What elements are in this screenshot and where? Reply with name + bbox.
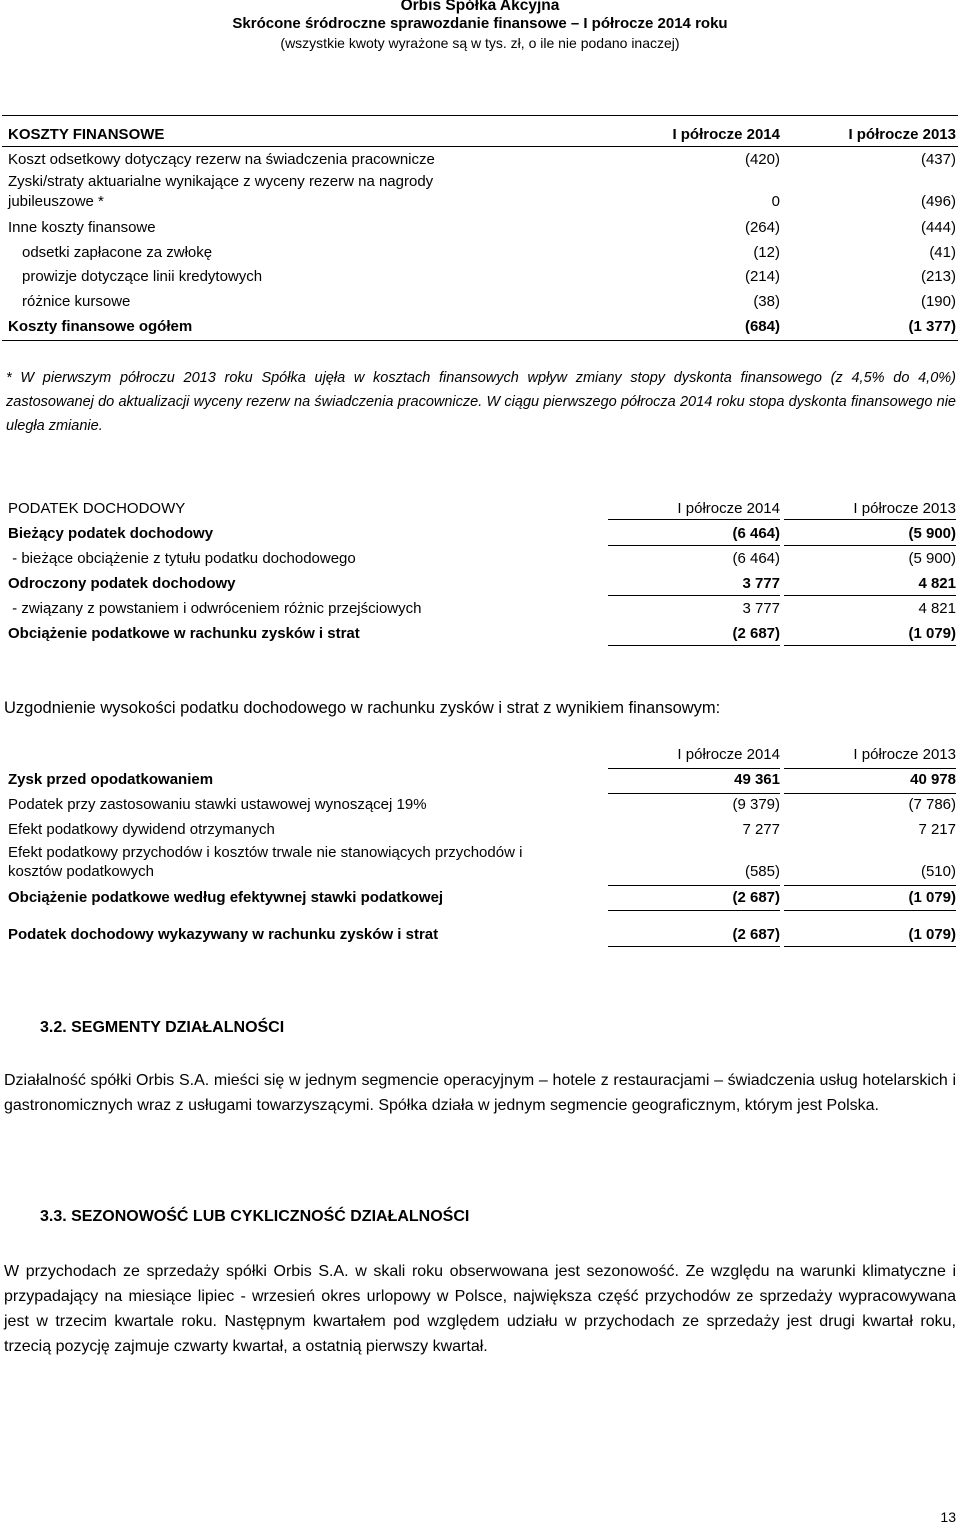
table-top-rule [2,115,958,116]
koszty-footnote: * W pierwszym półroczu 2013 roku Spółka ujęła w kosztach finansowych wpływ zmiany stopy dyskonta finansowego (z 4,5% do 4,0%) zastosowanej do aktualizacji wyceny rezerw na świadczenia pracownicze. W ciągu pierwszego półrocza 2014 roku stopa dyskonta finansowego nie uległa zmianie. [6,370,956,434]
table-bottom-rule [2,340,958,341]
table-row: - bieżące obciążenie z tytułu podatku dochodowego (6 464) (5 900) [8,550,956,567]
company-name: Orbis Spółka Akcyjna [400,0,560,14]
table-row: Zysk przed opodatkowaniem 49 361 40 978 [8,771,956,788]
table-row: Koszt odsetkowy dotyczący rezerw na świadczenia pracownicze (420) (437) [8,151,956,168]
uzgodnienie-intro: Uzgodnienie wysokości podatku dochodowego w rachunku zysków i strat z wynikiem finansowym: [4,699,721,717]
uzgodnienie-header-row: I półrocze 2014 I półrocze 2013 [677,746,956,763]
koszty-title: KOSZTY FINANSOWE [8,126,165,143]
report-title: Skrócone śródroczne sprawozdanie finansowe – I półrocze 2014 roku [232,15,728,32]
table-total-row: Koszty finansowe ogółem (684) (1 377) [8,318,956,335]
amounts-note: (wszystkie kwoty wyrażone są w tys. zł, o ile nie podano inaczej) [280,35,680,51]
section-heading-sezonowosc: 3.3. SEZONOWOŚĆ LUB CYKLICZNOŚĆ DZIAŁALNOŚCI [40,1208,470,1225]
koszty-col1: I półrocze 2014 [672,126,780,143]
table-row: Bieżący podatek dochodowy (6 464) (5 900) [8,525,956,542]
koszty-col2: I półrocze 2013 [848,126,956,143]
page-number: 13 [940,1509,956,1525]
sezonowosc-text: W przychodach ze sprzedaży spółki Orbis S.A. w skali roku obserwowana jest sezonowość. Ze względu na warunki klimatyczne i przypadający na miesiące lipiec - wrzesień okres urlopowy w Polsce, największa część przychodów ze sprzedaży wypracowywana jest w trzecim kwartale roku. Następnym kwartałem pod względem udziału w przychodach ze sprzedaży jest drugi kwartał roku, trzecią pozycję zajmuje czwarty kwartał, a ostatnią pierwszy kwartał. [4,1263,956,1355]
koszty-header-row [8,126,956,146]
table-row: odsetki zapłacone za zwłokę (12) (41) [22,244,956,261]
table-row: Zyski/straty aktuarialne wynikające z wyceny rezerw na nagrody [8,173,434,190]
table-total-row: Podatek dochodowy wykazywany w rachunku zysków i strat (2 687) (1 079) [8,926,956,943]
table-row: Efekt podatkowy przychodów i kosztów trwale nie stanowiących przychodów i [8,844,523,861]
table-row: Efekt podatkowy dywidend otrzymanych 7 277 7 217 [8,821,956,838]
table-row: - związany z powstaniem i odwróceniem różnic przejściowych 3 777 4 821 [8,600,956,617]
podatek-header-row: PODATEK DOCHODOWY I półrocze 2014 I półrocze 2013 [8,500,956,517]
table-total-row: Obciążenie podatkowe w rachunku zysków i strat (2 687) (1 079) [8,625,956,642]
table-row: różnice kursowe (38) (190) [22,293,956,310]
podatek-title: PODATEK DOCHODOWY [8,500,186,517]
table-total-row: Obciążenie podatkowe według efektywnej stawki podatkowej (2 687) (1 079) [8,889,956,906]
table-row: Podatek przy zastosowaniu stawki ustawowej wynoszącej 19% (9 379) (7 786) [8,796,956,813]
section-heading-segmenty: 3.2. SEGMENTY DZIAŁALNOŚCI [40,1019,285,1036]
table-row: prowizje dotyczące linii kredytowych (214) (213) [22,268,956,285]
segmenty-text: Działalność spółki Orbis S.A. mieści się w jednym segmencie operacyjnym – hotele z restauracjami – świadczenia usług hotelarskich i gastronomicznych wraz z usługami towarzyszącymi. Spółka działa w jednym segmencie geograficznym, którym jest Polska. [4,1072,956,1114]
table-row: kosztów podatkowych (585) (510) [8,863,956,880]
table-header-rule [2,146,958,147]
table-row: Odroczony podatek dochodowy 3 777 4 821 [8,575,956,592]
table-row: jubileuszowe * 0 (496) [8,193,956,210]
table-row: Inne koszty finansowe (264) (444) [8,219,956,236]
